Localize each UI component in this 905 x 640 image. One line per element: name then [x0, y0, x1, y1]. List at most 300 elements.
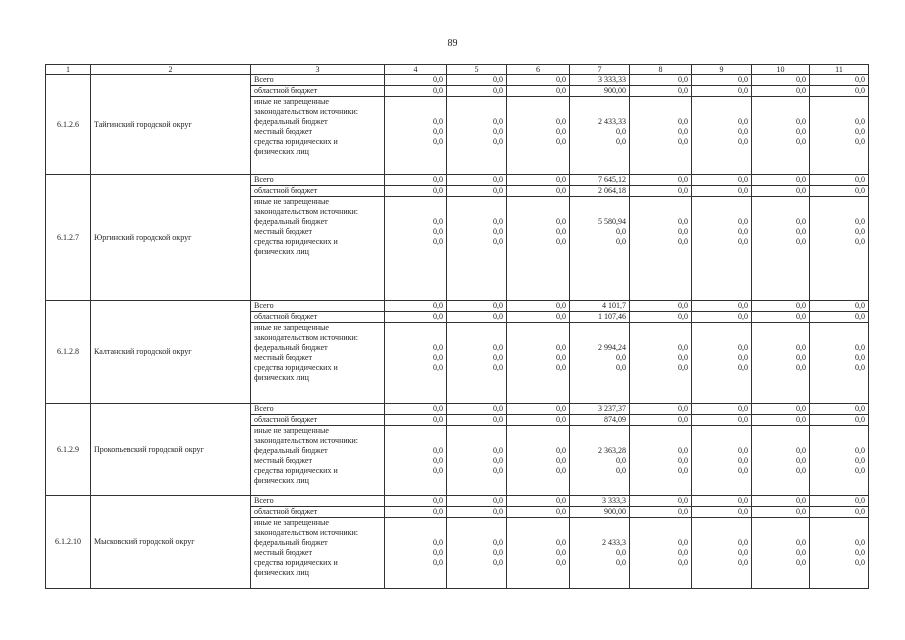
value-federal: 2 433,33 [598, 117, 626, 126]
value-federal: 2 433,3 [602, 538, 626, 547]
value-federal: 0,0 [556, 217, 566, 226]
value-legal: 0,0 [556, 237, 566, 246]
spacer [450, 333, 503, 343]
value-cell-group [447, 197, 507, 301]
value-legal: 0,0 [796, 137, 806, 146]
value-cell: 0,0 [507, 86, 570, 97]
value-cell: 0,0 [692, 86, 752, 97]
value-local: 0,0 [433, 456, 443, 465]
value-legal: 0,0 [738, 137, 748, 146]
spacer [633, 207, 688, 217]
measure-code: 6.1.2.10 [46, 496, 91, 589]
value-cell: 7 645,12 [570, 175, 630, 186]
measure-code: 6.1.2.6 [46, 75, 91, 175]
spacer [388, 426, 443, 436]
value-cell: 0,0 [447, 507, 507, 518]
spacer [388, 333, 443, 343]
value-legal: 0,0 [493, 558, 503, 567]
value-legal: 0,0 [616, 466, 626, 475]
value-cell: 0,0 [507, 507, 570, 518]
category-regional: областной бюджет [251, 415, 385, 426]
category-other [251, 323, 385, 404]
category-other-line: законодательством источники: [254, 436, 359, 445]
value-legal: 0,0 [616, 558, 626, 567]
value-cell-group [630, 197, 692, 301]
category-other-line: физических лиц [254, 476, 309, 485]
value-legal: 0,0 [678, 237, 688, 246]
value-cell: 0,0 [507, 175, 570, 186]
spacer [813, 207, 865, 217]
category-other-line: средства юридических и [254, 237, 338, 246]
value-local: 0,0 [493, 548, 503, 557]
value-federal: 0,0 [556, 446, 566, 455]
category-other [251, 518, 385, 589]
spacer [388, 528, 443, 538]
value-cell-group [630, 426, 692, 496]
district-name: Мысковский городской округ [91, 496, 251, 589]
value-cell: 0,0 [630, 496, 692, 507]
value-local: 0,0 [493, 456, 503, 465]
total-row [46, 301, 869, 312]
value-legal: 0,0 [556, 466, 566, 475]
value-federal: 0,0 [678, 343, 688, 352]
value-cell-group [507, 197, 570, 301]
value-cell-group [810, 197, 869, 301]
value-cell: 0,0 [810, 86, 869, 97]
value-cell-group [810, 97, 869, 175]
category-other-line: местный бюджет [254, 227, 312, 236]
value-federal: 0,0 [493, 343, 503, 352]
value-local: 0,0 [796, 456, 806, 465]
value-local: 0,0 [493, 353, 503, 362]
category-other-line: федеральный бюджет [254, 446, 328, 455]
spacer [573, 197, 626, 207]
value-local: 0,0 [678, 127, 688, 136]
value-cell: 0,0 [692, 415, 752, 426]
category-other-line: средства юридических и [254, 466, 338, 475]
spacer [573, 528, 626, 538]
value-cell-group [570, 197, 630, 301]
value-local: 0,0 [855, 127, 865, 136]
value-cell-group [810, 518, 869, 589]
category-other [251, 197, 385, 301]
value-cell: 0,0 [692, 312, 752, 323]
value-cell: 0,0 [752, 404, 810, 415]
value-legal: 0,0 [433, 466, 443, 475]
spacer [510, 333, 566, 343]
value-cell-group [752, 197, 810, 301]
spacer [510, 97, 566, 107]
value-federal: 0,0 [678, 446, 688, 455]
value-cell: 0,0 [385, 175, 447, 186]
category-other-line: иные не запрещенные [254, 518, 329, 527]
value-federal: 0,0 [738, 343, 748, 352]
column-number: 8 [630, 65, 692, 75]
category-other-line: физических лиц [254, 568, 309, 577]
spacer [813, 333, 865, 343]
value-legal: 0,0 [493, 363, 503, 372]
value-cell: 0,0 [810, 415, 869, 426]
spacer [388, 323, 443, 333]
spacer [813, 107, 865, 117]
spacer [388, 107, 443, 117]
spacer [813, 323, 865, 333]
spacer [510, 426, 566, 436]
value-cell: 0,0 [630, 75, 692, 86]
category-other-line: федеральный бюджет [254, 343, 328, 352]
value-cell: 0,0 [752, 186, 810, 197]
category-other [251, 426, 385, 496]
spacer [633, 518, 688, 528]
value-cell-group [630, 518, 692, 589]
value-cell: 900,00 [570, 86, 630, 97]
spacer [695, 97, 748, 107]
value-federal: 0,0 [796, 217, 806, 226]
value-local: 0,0 [433, 353, 443, 362]
value-local: 0,0 [796, 227, 806, 236]
value-legal: 0,0 [796, 466, 806, 475]
spacer [633, 528, 688, 538]
district-name: Калтанский городской округ [91, 301, 251, 404]
value-cell-group [570, 426, 630, 496]
value-cell: 0,0 [447, 86, 507, 97]
spacer [450, 518, 503, 528]
column-number: 2 [91, 65, 251, 75]
value-cell: 1 107,46 [570, 312, 630, 323]
value-cell-group [447, 426, 507, 496]
value-federal: 0,0 [493, 117, 503, 126]
spacer [450, 207, 503, 217]
category-other-line: законодательством источники: [254, 333, 359, 342]
spacer [633, 436, 688, 446]
value-federal: 0,0 [796, 117, 806, 126]
value-federal: 0,0 [433, 217, 443, 226]
value-federal: 0,0 [796, 538, 806, 547]
district-name: Прокопьевский городской округ [91, 404, 251, 496]
value-legal: 0,0 [678, 363, 688, 372]
spacer [755, 323, 806, 333]
page-number: 89 [447, 38, 458, 49]
value-cell-group [692, 518, 752, 589]
value-federal: 0,0 [738, 217, 748, 226]
value-federal: 0,0 [796, 446, 806, 455]
value-local: 0,0 [556, 456, 566, 465]
value-legal: 0,0 [678, 558, 688, 567]
value-cell: 0,0 [752, 75, 810, 86]
value-local: 0,0 [855, 548, 865, 557]
category-regional: областной бюджет [251, 507, 385, 518]
value-cell-group [385, 426, 447, 496]
value-cell: 0,0 [630, 175, 692, 186]
value-federal: 0,0 [493, 217, 503, 226]
value-federal: 0,0 [855, 538, 865, 547]
value-cell: 3 333,3 [570, 496, 630, 507]
category-other-line: федеральный бюджет [254, 117, 328, 126]
spacer [813, 436, 865, 446]
value-local: 0,0 [738, 127, 748, 136]
column-number: 9 [692, 65, 752, 75]
spacer [813, 528, 865, 538]
value-cell: 0,0 [507, 75, 570, 86]
value-cell: 0,0 [385, 415, 447, 426]
value-cell: 0,0 [752, 312, 810, 323]
value-cell: 0,0 [810, 75, 869, 86]
value-cell: 874,09 [570, 415, 630, 426]
category-other-line: законодательством источники: [254, 207, 359, 216]
spacer [755, 97, 806, 107]
category-other-line: средства юридических и [254, 137, 338, 146]
value-cell: 0,0 [507, 186, 570, 197]
spacer [813, 197, 865, 207]
value-legal: 0,0 [738, 558, 748, 567]
value-legal: 0,0 [796, 558, 806, 567]
value-cell: 0,0 [752, 175, 810, 186]
column-number: 4 [385, 65, 447, 75]
value-federal: 2 363,28 [598, 446, 626, 455]
total-row [46, 404, 869, 415]
value-cell-group [507, 518, 570, 589]
spacer [573, 436, 626, 446]
spacer [695, 197, 748, 207]
value-cell: 0,0 [385, 404, 447, 415]
column-number: 11 [810, 65, 869, 75]
value-cell-group [385, 518, 447, 589]
value-local: 0,0 [796, 353, 806, 362]
value-federal: 2 994,24 [598, 343, 626, 352]
value-federal: 0,0 [855, 446, 865, 455]
spacer [755, 107, 806, 117]
total-row [46, 496, 869, 507]
value-local: 0,0 [678, 227, 688, 236]
value-cell-group [507, 323, 570, 404]
value-cell: 0,0 [447, 75, 507, 86]
spacer [755, 197, 806, 207]
spacer [633, 333, 688, 343]
spacer [573, 207, 626, 217]
spacer [573, 518, 626, 528]
spacer [450, 323, 503, 333]
value-legal: 0,0 [616, 363, 626, 372]
district-name: Тайгинский городской округ [91, 75, 251, 175]
value-federal: 0,0 [556, 343, 566, 352]
spacer [755, 207, 806, 217]
spacer [450, 107, 503, 117]
value-cell-group [570, 97, 630, 175]
category-other-line: законодательством источники: [254, 528, 359, 537]
value-legal: 0,0 [855, 466, 865, 475]
value-cell: 0,0 [507, 496, 570, 507]
spacer [388, 207, 443, 217]
value-cell-group [630, 97, 692, 175]
value-local: 0,0 [433, 548, 443, 557]
value-federal: 0,0 [855, 217, 865, 226]
value-federal: 0,0 [738, 117, 748, 126]
value-cell-group [752, 97, 810, 175]
value-federal: 0,0 [738, 446, 748, 455]
category-other-line: физических лиц [254, 147, 309, 156]
value-local: 0,0 [616, 227, 626, 236]
value-cell: 0,0 [385, 496, 447, 507]
value-local: 0,0 [738, 227, 748, 236]
value-local: 0,0 [738, 353, 748, 362]
category-other [251, 97, 385, 175]
value-cell-group [507, 97, 570, 175]
value-cell: 0,0 [447, 312, 507, 323]
column-number-row [46, 65, 869, 75]
spacer [813, 97, 865, 107]
value-local: 0,0 [433, 127, 443, 136]
value-federal: 0,0 [493, 538, 503, 547]
value-federal: 0,0 [493, 446, 503, 455]
value-federal: 0,0 [433, 538, 443, 547]
spacer [388, 197, 443, 207]
value-legal: 0,0 [433, 363, 443, 372]
value-local: 0,0 [796, 127, 806, 136]
spacer [633, 426, 688, 436]
value-cell-group [570, 323, 630, 404]
value-cell: 0,0 [692, 496, 752, 507]
value-legal: 0,0 [738, 466, 748, 475]
category-other-line: местный бюджет [254, 127, 312, 136]
value-legal: 0,0 [678, 466, 688, 475]
spacer [573, 107, 626, 117]
value-legal: 0,0 [796, 363, 806, 372]
value-legal: 0,0 [616, 137, 626, 146]
spacer [510, 436, 566, 446]
spacer [755, 518, 806, 528]
value-cell-group [810, 323, 869, 404]
total-row [46, 175, 869, 186]
value-federal: 0,0 [855, 117, 865, 126]
value-legal: 0,0 [738, 363, 748, 372]
spacer [755, 436, 806, 446]
value-cell-group [692, 97, 752, 175]
spacer [388, 97, 443, 107]
category-other-line: иные не запрещенные [254, 97, 329, 106]
category-other-line: физических лиц [254, 247, 309, 256]
value-cell-group [630, 323, 692, 404]
value-cell: 0,0 [630, 404, 692, 415]
spacer [633, 97, 688, 107]
value-federal: 0,0 [433, 446, 443, 455]
value-legal: 0,0 [433, 237, 443, 246]
category-total: Всего [251, 301, 385, 312]
value-legal: 0,0 [556, 137, 566, 146]
value-cell-group [692, 197, 752, 301]
value-cell: 2 064,18 [570, 186, 630, 197]
category-other-line: местный бюджет [254, 548, 312, 557]
value-cell-group [447, 323, 507, 404]
spacer [695, 207, 748, 217]
value-cell: 0,0 [385, 312, 447, 323]
spacer [573, 97, 626, 107]
spacer [633, 323, 688, 333]
category-total: Всего [251, 75, 385, 86]
value-legal: 0,0 [556, 558, 566, 567]
value-cell: 0,0 [692, 175, 752, 186]
category-other-line: федеральный бюджет [254, 217, 328, 226]
category-other-line: средства юридических и [254, 363, 338, 372]
budget-table [45, 64, 869, 589]
spacer [695, 426, 748, 436]
spacer [695, 518, 748, 528]
value-legal: 0,0 [493, 237, 503, 246]
value-local: 0,0 [616, 456, 626, 465]
value-local: 0,0 [678, 456, 688, 465]
category-regional: областной бюджет [251, 186, 385, 197]
value-cell: 0,0 [752, 86, 810, 97]
value-local: 0,0 [616, 548, 626, 557]
value-cell: 0,0 [447, 301, 507, 312]
spacer [695, 436, 748, 446]
value-cell: 0,0 [447, 175, 507, 186]
value-legal: 0,0 [855, 363, 865, 372]
value-local: 0,0 [855, 456, 865, 465]
value-cell-group [447, 97, 507, 175]
value-local: 0,0 [493, 127, 503, 136]
value-legal: 0,0 [433, 137, 443, 146]
value-cell: 0,0 [810, 175, 869, 186]
column-number: 10 [752, 65, 810, 75]
spacer [755, 426, 806, 436]
value-local: 0,0 [556, 548, 566, 557]
value-cell: 0,0 [385, 75, 447, 86]
spacer [510, 528, 566, 538]
value-cell-group [752, 426, 810, 496]
value-federal: 0,0 [738, 538, 748, 547]
value-cell: 0,0 [630, 301, 692, 312]
value-legal: 0,0 [433, 558, 443, 567]
value-local: 0,0 [616, 353, 626, 362]
value-local: 0,0 [556, 227, 566, 236]
spacer [633, 197, 688, 207]
spacer [510, 107, 566, 117]
spacer [695, 107, 748, 117]
value-cell: 0,0 [752, 507, 810, 518]
value-federal: 0,0 [433, 343, 443, 352]
spacer [633, 107, 688, 117]
value-cell: 0,0 [630, 186, 692, 197]
value-cell-group [385, 323, 447, 404]
value-federal: 0,0 [433, 117, 443, 126]
value-cell-group [570, 518, 630, 589]
value-cell: 0,0 [692, 507, 752, 518]
spacer [388, 518, 443, 528]
category-other-line: федеральный бюджет [254, 538, 328, 547]
spacer [388, 436, 443, 446]
value-legal: 0,0 [556, 363, 566, 372]
spacer [695, 333, 748, 343]
category-total: Всего [251, 404, 385, 415]
value-federal: 0,0 [556, 538, 566, 547]
spacer [573, 323, 626, 333]
value-cell: 0,0 [630, 415, 692, 426]
value-cell-group [752, 518, 810, 589]
value-cell-group [692, 323, 752, 404]
category-other-line: иные не запрещенные [254, 426, 329, 435]
value-cell: 0,0 [385, 507, 447, 518]
value-cell-group [692, 426, 752, 496]
value-cell: 0,0 [507, 301, 570, 312]
value-local: 0,0 [616, 127, 626, 136]
category-total: Всего [251, 496, 385, 507]
value-local: 0,0 [738, 548, 748, 557]
value-legal: 0,0 [796, 237, 806, 246]
value-legal: 0,0 [738, 237, 748, 246]
column-number: 7 [570, 65, 630, 75]
spacer [450, 197, 503, 207]
spacer [510, 197, 566, 207]
